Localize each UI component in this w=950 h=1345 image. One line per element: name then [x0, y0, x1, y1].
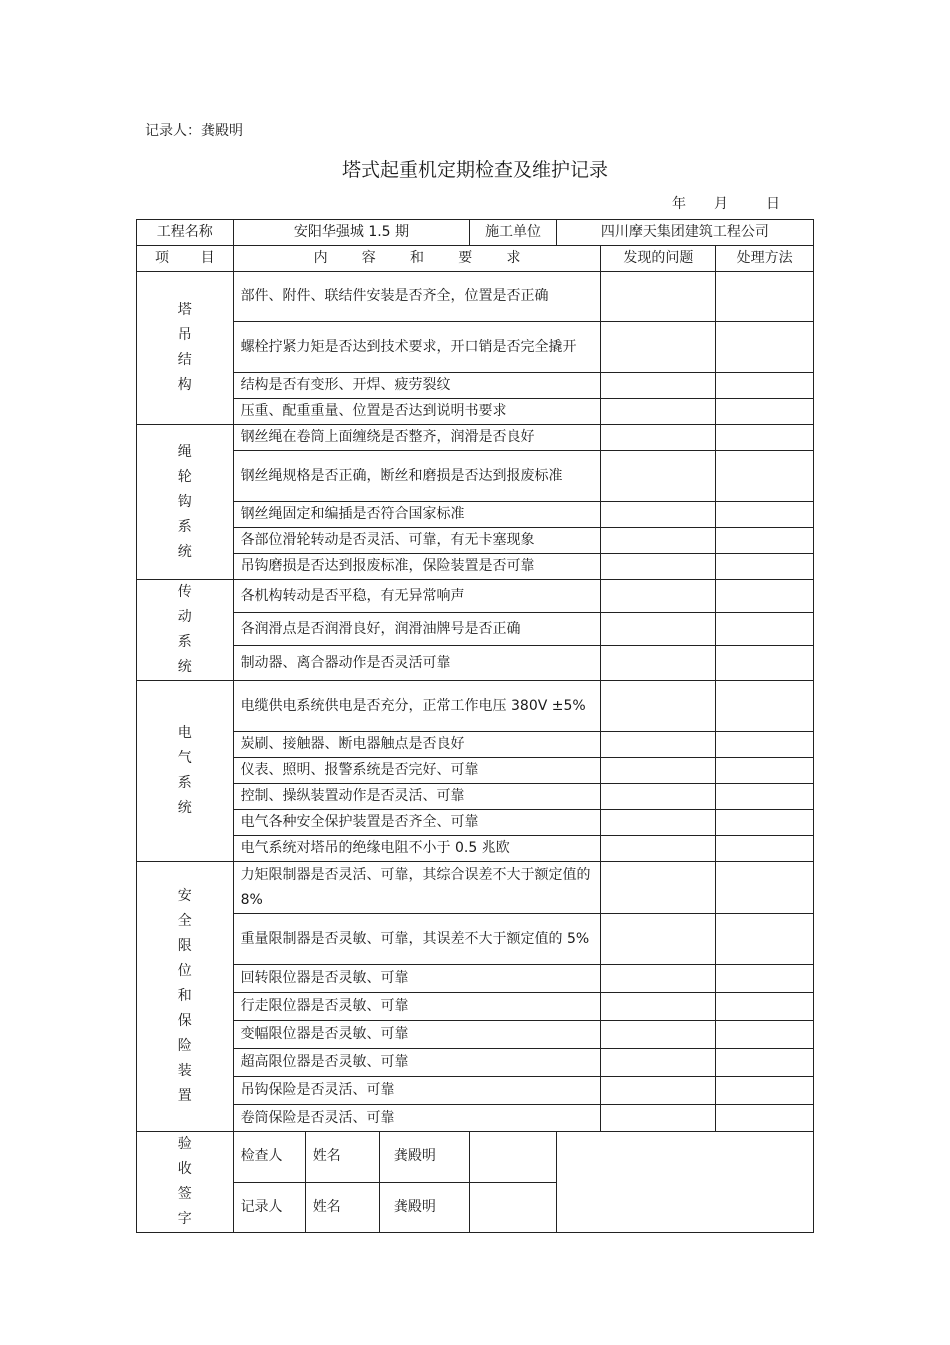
check-item: 结构是否有变形、开焊、疲劳裂纹	[233, 373, 601, 399]
col-content-char: 容	[361, 250, 376, 266]
col-item	[137, 246, 234, 272]
date-line	[672, 193, 780, 213]
table-row	[137, 451, 814, 502]
table-row	[137, 580, 814, 613]
signature-role: 记录人	[233, 1182, 305, 1233]
table-row	[137, 914, 814, 965]
signature-row	[137, 1132, 814, 1183]
table-row	[137, 399, 814, 425]
signature-name-char: 签	[177, 1186, 192, 1202]
check-item: 电气系统对塔吊的绝缘电阻不小于 0.5 兆欧	[233, 836, 601, 862]
section-name-char: 系	[177, 518, 192, 535]
handling-cell	[716, 965, 814, 993]
signature-name-char: 收	[177, 1161, 192, 1177]
section-name-char: 塔	[177, 302, 192, 318]
table-row	[137, 613, 814, 646]
signature-label: 姓名	[305, 1182, 379, 1233]
handling-cell	[716, 1077, 814, 1105]
handling-cell	[716, 1105, 814, 1132]
col-problems: 发现的问题	[601, 246, 716, 272]
handling-cell	[716, 681, 814, 732]
table-row	[137, 646, 814, 681]
handling-cell	[716, 784, 814, 810]
table-row	[137, 322, 814, 373]
handling-cell	[716, 451, 814, 502]
column-header-row	[137, 246, 814, 272]
check-item: 吊钩磨损是否达到报废标准，保险装置是否可靠	[233, 554, 601, 580]
problem-cell	[601, 272, 716, 322]
handling-cell	[716, 502, 814, 528]
table-row	[137, 965, 814, 993]
check-item: 回转限位器是否灵敏、可靠	[233, 965, 601, 993]
check-item: 制动器、离合器动作是否灵活可靠	[233, 646, 601, 681]
check-item: 钢丝绳规格是否正确，断丝和磨损是否达到报废标准	[233, 451, 601, 502]
section-name-char: 装	[177, 1063, 192, 1079]
section-name-char: 系	[177, 775, 192, 791]
section-name-char: 轮	[177, 468, 192, 485]
table-row	[137, 1021, 814, 1049]
problem-cell	[601, 1049, 716, 1077]
problem-cell	[601, 425, 716, 451]
problem-cell	[601, 965, 716, 993]
handling-cell	[716, 732, 814, 758]
signature-blank	[470, 1182, 556, 1233]
handling-cell	[716, 554, 814, 580]
check-item: 仪表、照明、报警系统是否完好、可靠	[233, 758, 601, 784]
problem-cell	[601, 322, 716, 373]
handling-cell	[716, 1021, 814, 1049]
problem-cell	[601, 993, 716, 1021]
problem-cell	[601, 554, 716, 580]
problem-cell	[601, 580, 716, 613]
section-name-char: 动	[177, 609, 192, 625]
section-name-char: 统	[177, 543, 192, 560]
table-row	[137, 502, 814, 528]
table-row	[137, 862, 814, 914]
section-name-char: 传	[177, 584, 192, 600]
problem-cell	[601, 528, 716, 554]
table-row	[137, 1105, 814, 1132]
check-item: 电气各种安全保护装置是否齐全、可靠	[233, 810, 601, 836]
problem-cell	[601, 373, 716, 399]
col-content-char: 内	[313, 250, 328, 266]
table-row	[137, 758, 814, 784]
section-name-4	[137, 681, 234, 862]
problem-cell	[601, 502, 716, 528]
col-handling: 处理方法	[716, 246, 814, 272]
handling-cell	[716, 914, 814, 965]
handling-cell	[716, 272, 814, 322]
page-title: 塔式起重机定期检查及维护记录	[341, 159, 608, 181]
check-item: 螺栓拧紧力矩是否达到技术要求，开口销是否完全撬开	[233, 322, 601, 373]
section-name-char: 统	[177, 659, 192, 675]
table-row	[137, 681, 814, 732]
handling-cell	[716, 425, 814, 451]
check-item: 行走限位器是否灵敏、可靠	[233, 993, 601, 1021]
problem-cell	[601, 836, 716, 862]
problem-cell	[601, 810, 716, 836]
section-name-char: 钩	[177, 493, 192, 510]
problem-cell	[601, 646, 716, 681]
recorder-line: 记录人：龚殿明	[145, 123, 243, 139]
table-row	[137, 528, 814, 554]
handling-cell	[716, 613, 814, 646]
section-name-char: 置	[177, 1088, 192, 1104]
handling-cell	[716, 373, 814, 399]
table-row	[137, 554, 814, 580]
section-name-char: 全	[177, 913, 192, 929]
handling-cell	[716, 528, 814, 554]
section-name-char: 构	[177, 377, 192, 393]
signature-blank	[470, 1132, 556, 1183]
signature-label: 姓名	[305, 1132, 379, 1183]
section-name-char: 险	[177, 1038, 192, 1054]
problem-cell	[601, 1077, 716, 1105]
check-item: 钢丝绳在卷筒上面缠绕是否整齐，润滑是否良好	[233, 425, 601, 451]
date-year: 年	[672, 196, 686, 212]
section-name-char: 结	[177, 352, 192, 368]
date-month: 月	[714, 196, 728, 212]
problem-cell	[601, 784, 716, 810]
check-item: 重量限制器是否灵敏、可靠，其误差不大于额定值的 5%	[233, 914, 601, 965]
col-item-char: 项	[155, 250, 169, 266]
table-row	[137, 425, 814, 451]
unit-label: 施工单位	[470, 220, 556, 246]
signature-empty-area	[556, 1132, 813, 1233]
check-item: 各部位滑轮转动是否灵活、可靠，有无卡塞现象	[233, 528, 601, 554]
handling-cell	[716, 810, 814, 836]
date-day: 日	[766, 196, 780, 212]
header-row	[137, 220, 814, 246]
problem-cell	[601, 451, 716, 502]
problem-cell	[601, 758, 716, 784]
section-name-5	[137, 862, 234, 1132]
section-name-char: 绳	[177, 443, 192, 460]
signature-role: 检查人	[233, 1132, 305, 1183]
check-item: 压重、配重重量、位置是否达到说明书要求	[233, 399, 601, 425]
col-content-char: 和	[410, 250, 424, 266]
table-row	[137, 993, 814, 1021]
problem-cell	[601, 681, 716, 732]
section-name-char: 气	[177, 750, 192, 766]
section-name-char: 系	[177, 634, 192, 650]
section-name-char: 统	[177, 800, 192, 816]
signature-person: 龚殿明	[379, 1182, 469, 1233]
problem-cell	[601, 732, 716, 758]
col-content-char: 求	[506, 250, 521, 266]
table-row	[137, 272, 814, 322]
handling-cell	[716, 399, 814, 425]
table-row	[137, 373, 814, 399]
table-row	[137, 1077, 814, 1105]
check-item: 吊钩保险是否灵活、可靠	[233, 1077, 601, 1105]
col-content-char: 要	[458, 250, 473, 266]
section-name-3	[137, 580, 234, 681]
check-item: 部件、附件、联结件安装是否齐全，位置是否正确	[233, 272, 601, 322]
section-name-char: 保	[177, 1013, 192, 1029]
check-item: 各机构转动是否平稳，有无异常响声	[233, 580, 601, 613]
check-item: 超高限位器是否灵敏、可靠	[233, 1049, 601, 1077]
project-label: 工程名称	[137, 220, 234, 246]
table-row	[137, 810, 814, 836]
check-item: 钢丝绳固定和编插是否符合国家标准	[233, 502, 601, 528]
section-name-1	[137, 272, 234, 425]
signature-name-char: 验	[177, 1136, 192, 1152]
problem-cell	[601, 613, 716, 646]
section-name-char: 限	[177, 938, 192, 954]
check-item: 各润滑点是否润滑良好，润滑油牌号是否正确	[233, 613, 601, 646]
section-name-char: 和	[177, 988, 192, 1004]
col-content	[233, 246, 601, 272]
section-name-char: 吊	[177, 327, 192, 343]
project-value: 安阳华强城 1.5 期	[233, 220, 470, 246]
problem-cell	[601, 1021, 716, 1049]
problem-cell	[601, 399, 716, 425]
section-name-char: 电	[177, 725, 192, 741]
handling-cell	[716, 646, 814, 681]
problem-cell	[601, 914, 716, 965]
col-item-char: 目	[200, 250, 215, 266]
handling-cell	[716, 322, 814, 373]
section-name-char: 位	[177, 963, 192, 979]
check-item: 控制、操纵装置动作是否灵活、可靠	[233, 784, 601, 810]
inspection-table	[136, 219, 814, 1233]
table-row	[137, 784, 814, 810]
signature-person: 龚殿明	[379, 1132, 469, 1183]
handling-cell	[716, 1049, 814, 1077]
check-item: 炭刷、接触器、断电器触点是否良好	[233, 732, 601, 758]
handling-cell	[716, 993, 814, 1021]
handling-cell	[716, 580, 814, 613]
unit-value: 四川摩天集团建筑工程公司	[556, 220, 813, 246]
section-name-2	[137, 425, 234, 580]
problem-cell	[601, 862, 716, 914]
table-row	[137, 1049, 814, 1077]
handling-cell	[716, 836, 814, 862]
signature-name-char: 字	[177, 1211, 192, 1227]
problem-cell	[601, 1105, 716, 1132]
check-item: 卷筒保险是否灵活、可靠	[233, 1105, 601, 1132]
table-row	[137, 732, 814, 758]
table-row	[137, 836, 814, 862]
check-item: 电缆供电系统供电是否充分，正常工作电压 380V ±5%	[233, 681, 601, 732]
check-item: 力矩限制器是否灵活、可靠，其综合误差不大于额定值的 8%	[233, 862, 601, 914]
section-name-char: 安	[177, 888, 192, 904]
handling-cell	[716, 758, 814, 784]
check-item: 变幅限位器是否灵敏、可靠	[233, 1021, 601, 1049]
handling-cell	[716, 862, 814, 914]
signature-name	[137, 1132, 234, 1233]
